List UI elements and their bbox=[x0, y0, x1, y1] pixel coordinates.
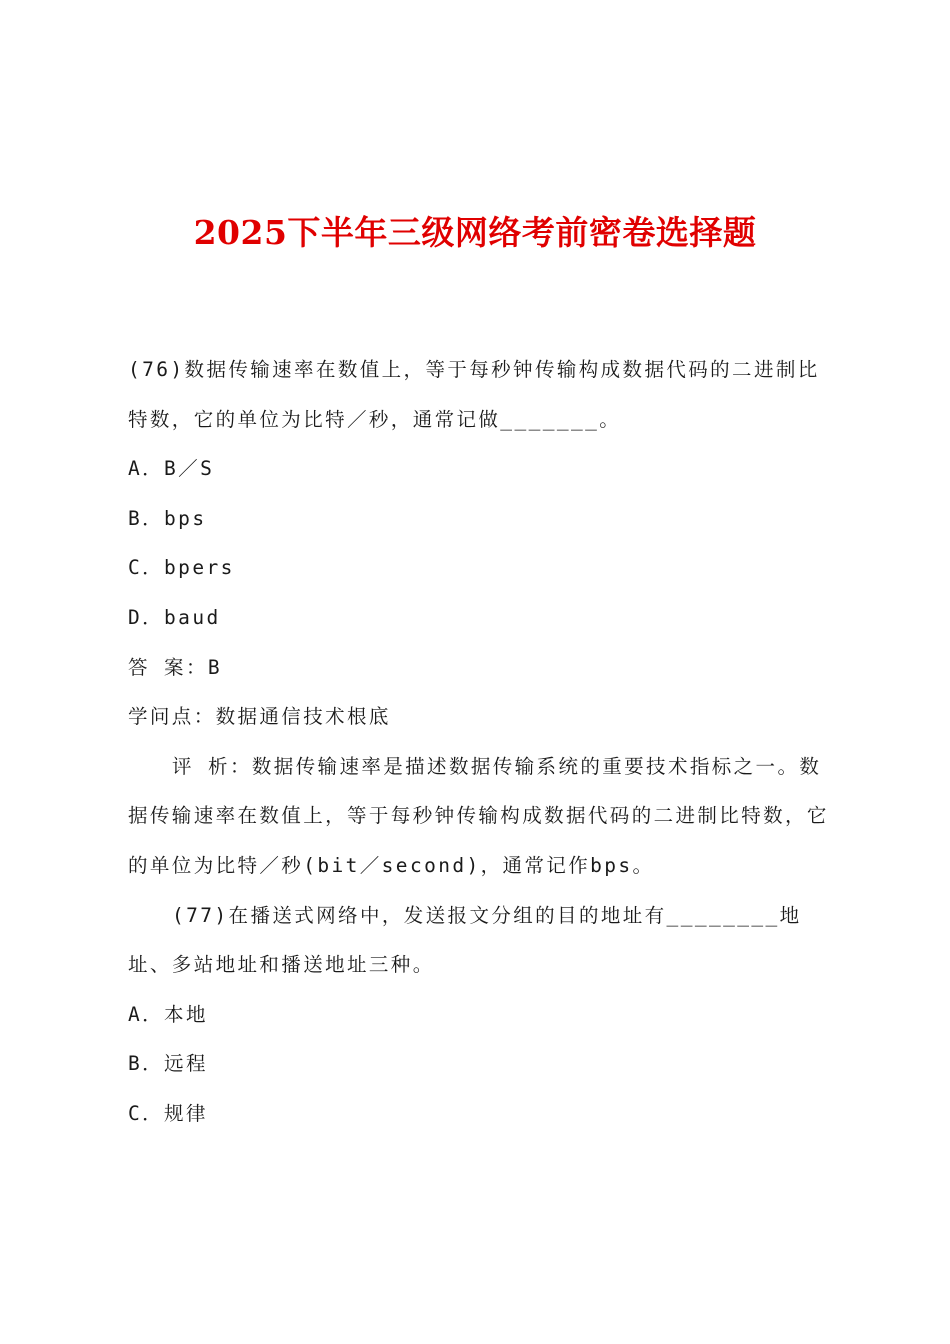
question-76-stem: (76)数据传输速率在数值上，等于每秒钟传输构成数据代码的二进制比特数，它的单位为比特／秒，通常记做_______。 bbox=[128, 358, 820, 431]
question-76-knowledge: 学问点：数据通信技术根底 bbox=[128, 705, 391, 729]
question-76-option-c: C．bpers bbox=[128, 556, 235, 580]
question-77-stem: (77)在播送式网络中，发送报文分组的目的地址有________地址、多站地址和播送地址三种。 bbox=[128, 903, 802, 977]
document-title: 2025下半年三级网络考前密卷选择题 bbox=[193, 213, 757, 252]
document-body bbox=[128, 345, 833, 1139]
question-77-option-a: A．本地 bbox=[128, 1002, 208, 1026]
question-77-option-b: B．远程 bbox=[128, 1052, 208, 1076]
question-77-option-c: C．规律 bbox=[128, 1101, 208, 1125]
question-76-analysis: 评 析：数据传输速率是描述数据传输系统的重要技术指标之一。数据传输速率在数值上，等于每秒钟传输构成数据代码的二进制比特数，它的单位为比特／秒(bit／second)，通常记作bps。 bbox=[128, 754, 829, 877]
question-76-answer: 答 案：B bbox=[128, 655, 222, 679]
question-76-option-a: A．B／S bbox=[128, 457, 215, 481]
question-76-option-d: D．baud bbox=[128, 605, 221, 629]
question-76-option-b: B．bps bbox=[128, 506, 207, 530]
